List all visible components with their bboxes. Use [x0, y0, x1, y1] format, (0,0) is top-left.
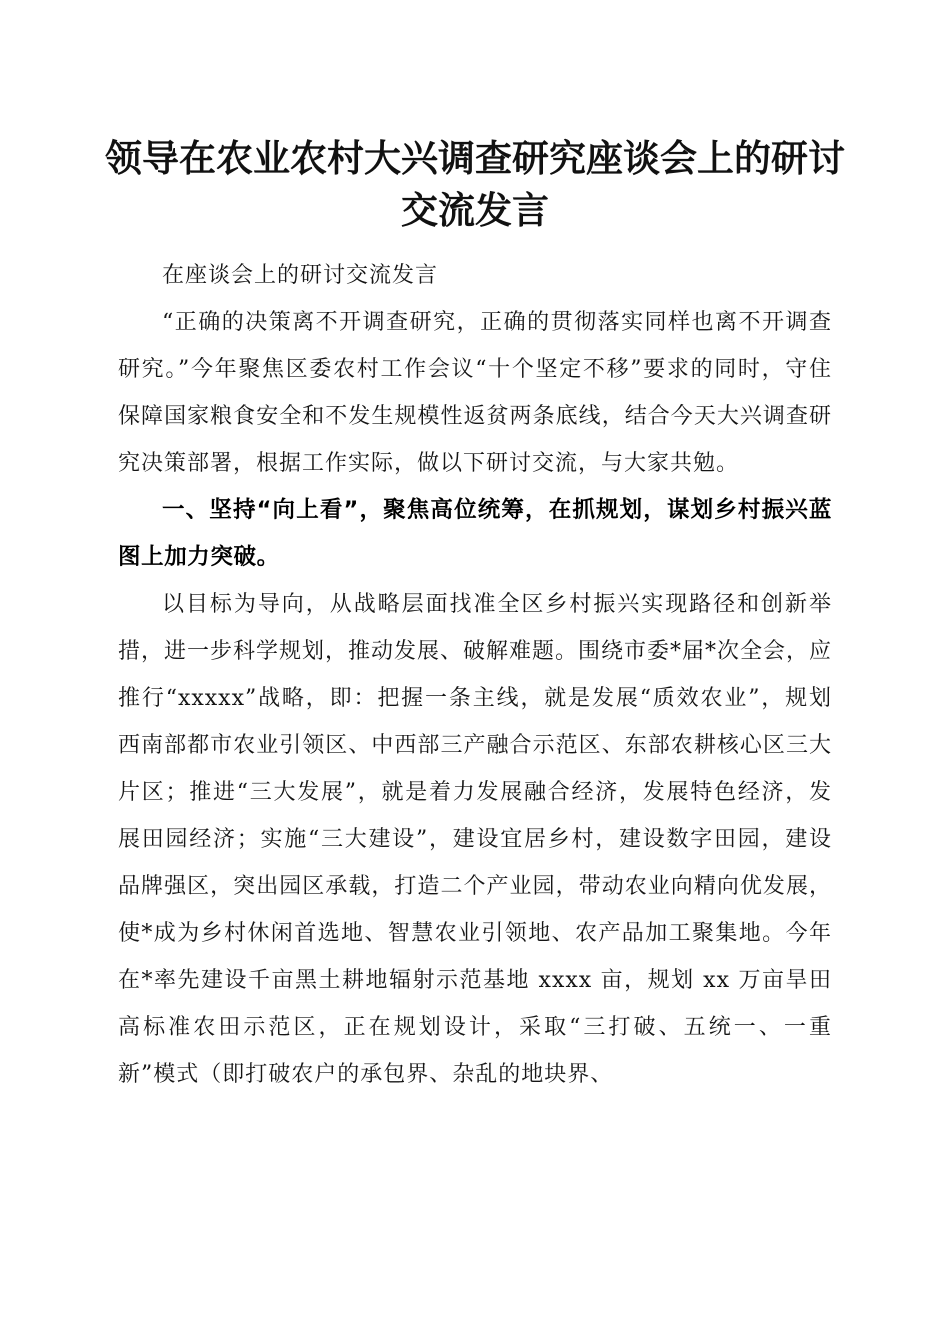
intro-paragraph: “正确的决策离不开调查研究，正确的贯彻落实同样也离不开调查研究。”今年聚焦区委农村工作会议“十个坚定不移”要求的同时，守住保障国家粮食安全和不发生规模性返贫两条底线，结合今天大兴调查研究决策部署，根据工作实际，做以下研讨交流，与大家共勉。: [118, 310, 832, 476]
section-heading-1: 一、坚持“向上看”，聚焦高位统筹，在抓规划，谋划乡村振兴蓝图上加力突破。: [118, 497, 832, 570]
document-title: 领导在农业农村大兴调查研究座谈会上的研讨交流发言: [105, 136, 845, 232]
section-1-paragraph: 以目标为导向，从战略层面找准全区乡村振兴实现路径和创新举措，进一步科学规划，推动发展、破解难题。围绕市委*届*次全会，应推行“xxxxx”战略，即：把握一条主线，就是发展“质效农业”，规划西南部都市农业引领区、中西部三产融合示范区、东部农耕核心区三大片区；推进“三大发展”，就是着力发展融合经济，发展特色经济，发展田园经济；实施“三大建设”，建设宜居乡村，建设数字田园，建设品牌强区，突出园区承载，打造二个产业园，带动农业向精向优发展，使*成为乡村休闲首选地、智慧农业引领地、农产品加工聚集地。今年在*率先建设千亩黑土耕地辐射示范基地 xxxx 亩，规划 xx 万亩旱田高标准农田示范区，正在规划设计，采取“三打破、五统一、一重新”模式（即打破农户的承包界、杂乱的地块界、: [118, 592, 833, 1087]
document-body: [118, 252, 832, 1098]
subtitle-paragraph: 在座谈会上的研讨交流发言: [162, 263, 439, 288]
